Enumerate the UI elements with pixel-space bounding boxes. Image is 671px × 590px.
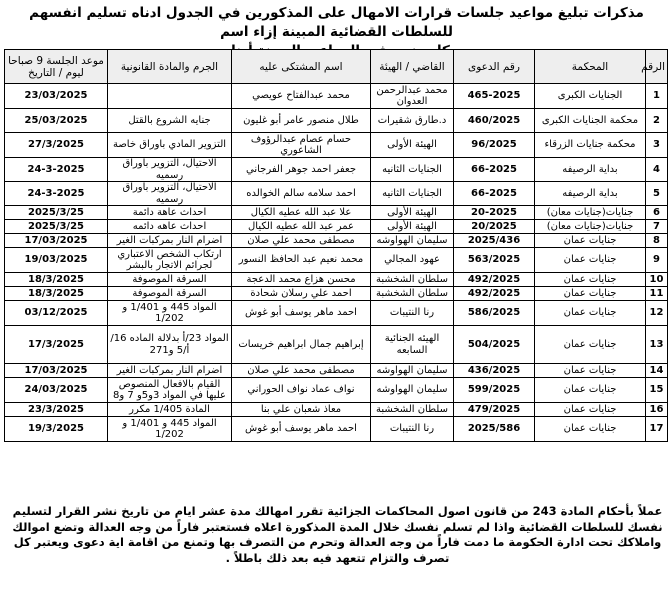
cell-accused: مصطفى محمد علي صلان xyxy=(232,234,371,248)
cell-court: جنايات عمان xyxy=(535,378,646,403)
legal-notice: عملاً بأحكام المادة 243 من قانون اصول المحاكمات الجزائية تقرر امهالك مدة عشر ايام من تاريخ نشر القرار لتسليم نفسك للسلطات القضائية واذا لم تسلم نفسك خلال المدة المذكورة اعلاه فستعتبر فاراً من وجه العدالة وتضع اموالك واملاكك تحت ادارة الحكومة ما دمت فاراً من وجه العدالة وتحرم من التصرف بها وتمنع من اقامة اية دعوى ويعتبر كل تصرف والتزام تتعهد فيه بعد ذلك باطلاً . xyxy=(12,504,663,565)
cell-session-date: 23/03/2025 xyxy=(5,84,108,109)
cell-num: 14 xyxy=(646,364,668,378)
cell-charge: الاحتيال، التزوير باوراق رسميه xyxy=(108,182,232,206)
cell-num: 4 xyxy=(646,158,668,182)
cell-court: جنايات عمان xyxy=(535,364,646,378)
cell-judge: عهود المجالي xyxy=(371,248,454,273)
cell-judge: رنا النتيبات xyxy=(371,301,454,326)
cell-session-date: 18/3/2025 xyxy=(5,287,108,301)
table-row xyxy=(5,158,668,182)
cell-judge: الجنايات الثانيه xyxy=(371,182,454,206)
cell-charge: السرقة الموصوفة xyxy=(108,273,232,287)
cell-session-date: 24-3-2025 xyxy=(5,158,108,182)
cell-session-date: 24/03/2025 xyxy=(5,378,108,403)
header-session-date xyxy=(5,50,108,84)
cell-session-date: 19/03/2025 xyxy=(5,248,108,273)
cell-num: 2 xyxy=(646,109,668,133)
cell-judge: الهيئة الأولى xyxy=(371,133,454,158)
header-judge: القاضي / الهيئة xyxy=(371,50,454,84)
cell-judge: سلطان الشخشبة xyxy=(371,273,454,287)
cell-court: جنايات عمان xyxy=(535,234,646,248)
table-row xyxy=(5,403,668,417)
cell-case-number: 20/2025 xyxy=(454,220,535,234)
cell-court: جنايات عمان xyxy=(535,248,646,273)
cell-accused: جعفر احمد جوهر الفرجاني xyxy=(232,158,371,182)
cell-charge: جنايه الشروع بالقتل xyxy=(108,109,232,133)
cell-session-date: 2025/3/25 xyxy=(5,206,108,220)
cell-charge: اضرام النار بمركبات الغير xyxy=(108,364,232,378)
cell-charge: المواد 23/أ بدلالة الماده 16/أ/5 و271 xyxy=(108,326,232,364)
cell-court: جنايات(جنايات معان) xyxy=(535,206,646,220)
cell-num: 1 xyxy=(646,84,668,109)
cell-accused: عمر عبد الله عطيه الكيال xyxy=(232,220,371,234)
header-accused: اسم المشتكى عليه xyxy=(232,50,371,84)
cell-court: جنايات(جنايات معان) xyxy=(535,220,646,234)
cell-session-date: 19/3/2025 xyxy=(5,417,108,442)
cell-case-number: 465-2025 xyxy=(454,84,535,109)
cell-charge: القيام بالافعال المنصوص عليها في المواد 3و5و 7 و8 xyxy=(108,378,232,403)
table-row xyxy=(5,248,668,273)
cell-court: بداية الرصيفه xyxy=(535,182,646,206)
cell-judge: محمد عبدالرحمن العدوان xyxy=(371,84,454,109)
cell-num: 13 xyxy=(646,326,668,364)
cell-accused: مصطفى محمد علي صلان xyxy=(232,364,371,378)
header-charge: الجرم والمادة القانونية xyxy=(108,50,232,84)
table-row xyxy=(5,364,668,378)
cell-accused: طلال منصور عامر أبو غليون xyxy=(232,109,371,133)
cell-num: 17 xyxy=(646,417,668,442)
table-row xyxy=(5,234,668,248)
cell-accused: محمد عبدالفتاح عويصي xyxy=(232,84,371,109)
cell-session-date: 25/03/2025 xyxy=(5,109,108,133)
table-row xyxy=(5,378,668,403)
cell-num: 7 xyxy=(646,220,668,234)
cell-accused: محمد نعيم عبد الحافظ النسور xyxy=(232,248,371,273)
table-row xyxy=(5,287,668,301)
cell-charge: ارتكاب الشخص الاعتباري لجرائم الاتجار بالبشر xyxy=(108,248,232,273)
cell-charge: السرقة الموصوفة xyxy=(108,287,232,301)
cell-num: 5 xyxy=(646,182,668,206)
cell-charge: المواد 445 و 1/401 و 1/202 xyxy=(108,301,232,326)
cell-charge: التزوير المادي باوراق خاصة xyxy=(108,133,232,158)
cell-accused: احمد ماهر يوسف أبو غوش xyxy=(232,417,371,442)
cell-judge: سليمان الهواوشه xyxy=(371,234,454,248)
cell-session-date: 17/03/2025 xyxy=(5,234,108,248)
cell-case-number: 436/2025 xyxy=(454,364,535,378)
cell-session-date: 24-3-2025 xyxy=(5,182,108,206)
cell-judge: سلطان الشخشبة xyxy=(371,403,454,417)
cell-court: الجنايات الكبرى xyxy=(535,84,646,109)
cell-charge: المواد 445 و 1/401 و 1/202 xyxy=(108,417,232,442)
cell-charge: المادة 1/405 مكرر xyxy=(108,403,232,417)
table-row xyxy=(5,133,668,158)
cell-court: جنايات عمان xyxy=(535,301,646,326)
cell-session-date: 17/3/2025 xyxy=(5,326,108,364)
cell-accused: نواف عماد نواف الحوراني xyxy=(232,378,371,403)
cell-num: 16 xyxy=(646,403,668,417)
header-date-line-2: ليوم / التاريخ xyxy=(28,66,84,79)
cell-charge: احداث عاهة دائمة xyxy=(108,206,232,220)
cell-num: 15 xyxy=(646,378,668,403)
cell-num: 6 xyxy=(646,206,668,220)
cell-case-number: 504/2025 xyxy=(454,326,535,364)
cell-session-date: 17/03/2025 xyxy=(5,364,108,378)
cell-accused: احمد علي رسلان شحادة xyxy=(232,287,371,301)
cell-accused: إبراهيم جمال ابراهيم خريسات xyxy=(232,326,371,364)
cell-num: 11 xyxy=(646,287,668,301)
header-case-number: رقم الدعوى xyxy=(454,50,535,84)
table-row xyxy=(5,182,668,206)
table-row xyxy=(5,220,668,234)
cell-accused: حسام عصام عبدالرؤوف الشاعوري xyxy=(232,133,371,158)
cell-court: جنايات عمان xyxy=(535,273,646,287)
header-date-line-1: موعد الجلسة 9 صباحا xyxy=(8,54,104,67)
cell-court: جنايات عمان xyxy=(535,287,646,301)
cell-num: 10 xyxy=(646,273,668,287)
cell-case-number: 2025/586 xyxy=(454,417,535,442)
cell-court: بداية الرصيفه xyxy=(535,158,646,182)
table-row xyxy=(5,326,668,364)
header-court: المحكمة xyxy=(535,50,646,84)
table-row xyxy=(5,206,668,220)
cell-session-date: 03/12/2025 xyxy=(5,301,108,326)
cell-case-number: 2025/436 xyxy=(454,234,535,248)
cell-session-date: 2025/3/25 xyxy=(5,220,108,234)
cell-court: جنايات عمان xyxy=(535,417,646,442)
table-body xyxy=(5,84,668,442)
cell-accused: علا عبد الله عطيه الكيال xyxy=(232,206,371,220)
cell-num: 9 xyxy=(646,248,668,273)
cell-case-number: 479/2025 xyxy=(454,403,535,417)
cell-session-date: 18/3/2025 xyxy=(5,273,108,287)
cell-judge: الجنايات الثانيه xyxy=(371,158,454,182)
cell-court: محكمة الجنايات الكبرى xyxy=(535,109,646,133)
cell-accused: احمد ماهر يوسف أبو غوش xyxy=(232,301,371,326)
cell-accused: معاذ شعبان علي بنا xyxy=(232,403,371,417)
summons-table xyxy=(4,49,668,442)
cell-judge: د.طارق شقيرات xyxy=(371,109,454,133)
table-row xyxy=(5,301,668,326)
cell-case-number: 66-2025 xyxy=(454,158,535,182)
cell-case-number: 599/2025 xyxy=(454,378,535,403)
cell-session-date: 23/3/2025 xyxy=(5,403,108,417)
cell-case-number: 20-2025 xyxy=(454,206,535,220)
header-num: الرقم xyxy=(646,50,668,84)
table-row xyxy=(5,109,668,133)
cell-case-number: 96/2025 xyxy=(454,133,535,158)
title-line-1: مذكرات تبليغ مواعيد جلسات قرارات الامهال على المذكورين في الجدول ادناه تسليم انفسهم للسلطات القضائية المبينة إزاء اسم xyxy=(29,5,644,40)
cell-num: 8 xyxy=(646,234,668,248)
cell-court: جنايات عمان xyxy=(535,403,646,417)
cell-judge: الهيئة الأولى xyxy=(371,206,454,220)
table-header-row xyxy=(5,50,668,84)
cell-judge: الهيئه الجنائية السابعه xyxy=(371,326,454,364)
cell-court: محكمة جنايات الزرقاء xyxy=(535,133,646,158)
cell-charge: الاحتيال، التزوير باوراق رسميه xyxy=(108,158,232,182)
cell-num: 3 xyxy=(646,133,668,158)
cell-charge xyxy=(108,84,232,109)
cell-charge: احداث عاهه دائمه xyxy=(108,220,232,234)
cell-judge: سليمان الهواوشه xyxy=(371,364,454,378)
cell-case-number: 66-2025 xyxy=(454,182,535,206)
cell-case-number: 586/2025 xyxy=(454,301,535,326)
cell-judge: سليمان الهواوشه xyxy=(371,378,454,403)
cell-judge: رنا النتيبات xyxy=(371,417,454,442)
cell-judge: سلطان الشخشبة xyxy=(371,287,454,301)
cell-session-date: 27/3/2025 xyxy=(5,133,108,158)
cell-case-number: 460/2025 xyxy=(454,109,535,133)
cell-accused: محسن هزاع محمد الدعجة xyxy=(232,273,371,287)
cell-num: 12 xyxy=(646,301,668,326)
cell-case-number: 563/2025 xyxy=(454,248,535,273)
cell-accused: احمد سلامه سالم الخوالده xyxy=(232,182,371,206)
table-row xyxy=(5,84,668,109)
cell-judge: الهيئة الأولى xyxy=(371,220,454,234)
cell-case-number: 492/2025 xyxy=(454,273,535,287)
cell-case-number: 492/2025 xyxy=(454,287,535,301)
table-row xyxy=(5,417,668,442)
table-row xyxy=(5,273,668,287)
cell-court: جنايات عمان xyxy=(535,326,646,364)
cell-charge: اضرام النار بمركبات الغير xyxy=(108,234,232,248)
